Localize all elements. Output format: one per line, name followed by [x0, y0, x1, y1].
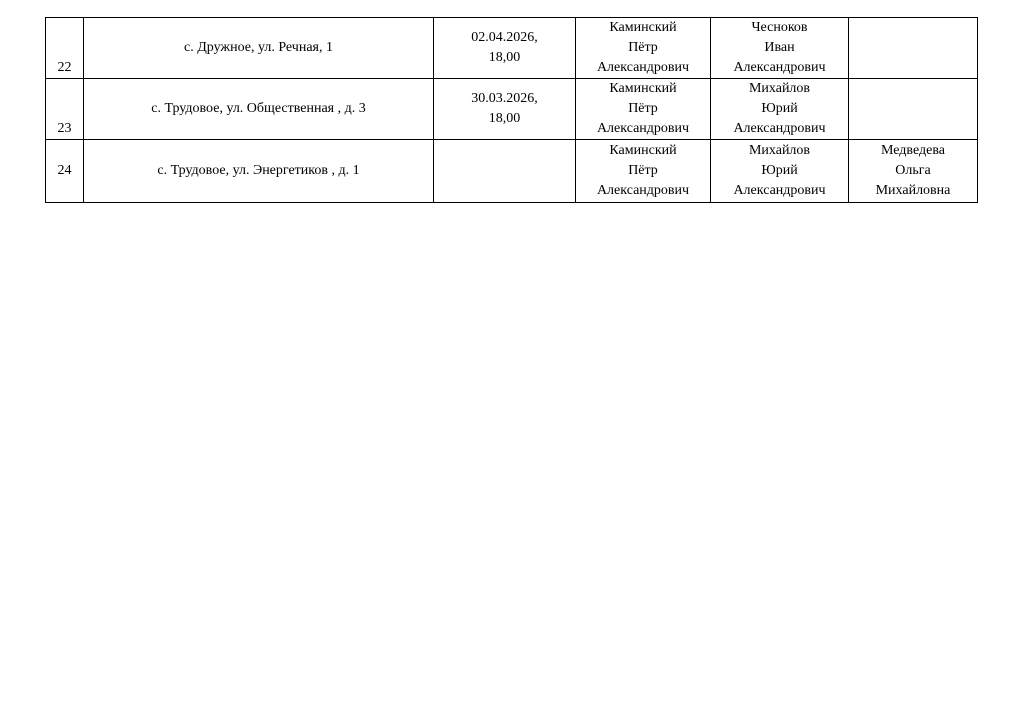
given-name: Юрий: [761, 101, 798, 116]
person2-cell: [711, 140, 849, 203]
person1-cell: [576, 18, 711, 79]
patronymic: Александрович: [596, 60, 690, 75]
given-name: Иван: [764, 40, 795, 55]
person1-cell: [576, 140, 711, 203]
date-line: 02.04.2026,: [471, 30, 538, 45]
surname: Каминский: [609, 81, 677, 96]
table-row: [46, 140, 978, 203]
row-number-cell: 24: [46, 140, 84, 203]
table-row: [46, 79, 978, 140]
row-number-cell: 22: [46, 18, 84, 79]
given-name: Пётр: [628, 40, 658, 55]
time-line: 18,00: [488, 111, 521, 126]
row-number-cell: 23: [46, 79, 84, 140]
time-line: 18,00: [488, 50, 521, 65]
date-line: 30.03.2026,: [471, 91, 538, 106]
date-cell: [434, 140, 576, 203]
address-cell: с. Трудовое, ул. Энергетиков , д. 1: [84, 140, 434, 203]
surname: Каминский: [609, 20, 677, 35]
surname: Михайлов: [748, 81, 811, 96]
given-name: Юрий: [761, 163, 798, 178]
patronymic: Александрович: [596, 121, 690, 136]
address-cell: с. Трудовое, ул. Общественная , д. 3: [84, 79, 434, 140]
surname: Каминский: [609, 143, 677, 158]
person3-cell: [849, 140, 978, 203]
person1-cell: [576, 79, 711, 140]
schedule-table: [45, 17, 978, 203]
table-row: [46, 18, 978, 79]
person2-cell: [711, 79, 849, 140]
patronymic: Александрович: [596, 183, 690, 198]
patronymic: Александрович: [733, 121, 826, 136]
patronymic: Михайловна: [875, 183, 951, 198]
person3-cell: [849, 18, 978, 79]
date-cell: [434, 79, 576, 140]
address-cell: с. Дружное, ул. Речная, 1: [84, 18, 434, 79]
given-name: Пётр: [628, 101, 658, 116]
surname: Чесноков: [751, 20, 808, 35]
patronymic: Александрович: [733, 183, 826, 198]
given-name: Пётр: [628, 163, 658, 178]
person3-cell: [849, 79, 978, 140]
patronymic: Александрович: [733, 60, 826, 75]
person2-cell: [711, 18, 849, 79]
surname: Медведева: [881, 143, 945, 158]
given-name: Ольга: [895, 163, 931, 178]
surname: Михайлов: [748, 143, 811, 158]
date-cell: [434, 18, 576, 79]
